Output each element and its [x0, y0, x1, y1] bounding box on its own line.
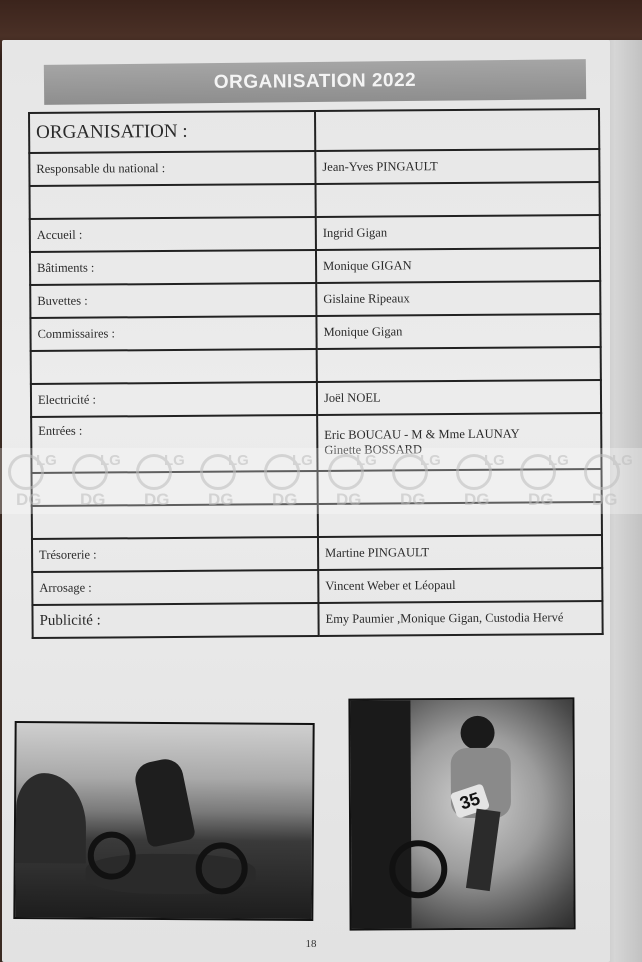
rider-legs [466, 809, 501, 891]
person-value: Ingrid Gigan [316, 215, 600, 250]
person-value: Martine PINGAULT [318, 535, 602, 570]
watermark-logo: LG DG [582, 452, 632, 510]
watermark-logo: LG DG [70, 452, 120, 510]
role-label: Publicité : [32, 603, 318, 638]
watermark-logo: LG DG [454, 452, 504, 510]
person-value: Jean-Yves PINGAULT [315, 149, 599, 184]
watermark-logo: LG DG [326, 452, 376, 510]
role-label: Trésorerie : [32, 537, 318, 572]
organisation-table [28, 108, 604, 639]
role-label: Accueil : [30, 217, 316, 252]
person-value [317, 347, 601, 382]
role-label [30, 184, 316, 219]
role-label: Buvettes : [30, 283, 316, 318]
table-row [32, 535, 602, 572]
watermark-logo: LG DG [262, 452, 312, 510]
person-value-line: Eric BOUCAU - M & Mme LAUNAY [324, 426, 520, 442]
table-row [32, 568, 602, 605]
table-header-empty [315, 109, 599, 151]
front-wheel [88, 831, 136, 879]
rear-wheel [195, 842, 247, 894]
person-value: Monique Gigan [316, 314, 600, 349]
person-value: Vincent Weber et Léopaul [318, 568, 602, 603]
watermark-logo: LG DG [390, 452, 440, 510]
tree-silhouette [16, 773, 87, 863]
role-label [31, 349, 317, 384]
motocross-photo-right [348, 697, 575, 930]
motocross-photo-left [13, 721, 314, 921]
role-label: Entrées : [31, 415, 317, 473]
table-row [31, 380, 601, 417]
bib-number: 35 [450, 783, 490, 818]
helmet [460, 716, 494, 750]
rider-silhouette [132, 756, 196, 848]
person-value: Gislaine Ripeaux [316, 281, 600, 316]
front-wheel [389, 840, 447, 898]
table-row [30, 281, 600, 318]
banner-title: ORGANISATION 2022 [213, 69, 417, 94]
person-value [316, 182, 600, 217]
tree-trunk [350, 700, 411, 928]
role-label: Electricité : [31, 382, 317, 417]
watermark-logo: LG DG [134, 452, 184, 510]
table-header-row [29, 109, 599, 153]
table-row [30, 215, 600, 252]
role-label: Commissaires : [30, 316, 316, 351]
table-row [30, 248, 600, 285]
page-banner [44, 59, 586, 105]
role-label: Responsable du national : [29, 151, 315, 186]
table-row [30, 182, 600, 219]
person-value: Monique GIGAN [316, 248, 600, 283]
role-label: Arrosage : [32, 570, 318, 605]
table-row [31, 347, 601, 384]
table-row [32, 601, 602, 638]
person-value: Joël NOEL [317, 380, 601, 415]
table-row [29, 149, 599, 186]
watermark-logo: LG DG [198, 452, 248, 510]
watermark-strip [0, 448, 642, 514]
page-number: 18 [305, 938, 317, 950]
table-row [30, 314, 600, 351]
watermark-logo: LG DG [518, 452, 568, 510]
watermark-logo: LG DG [6, 452, 56, 510]
person-value-line: Ginette BOSSARD [324, 442, 422, 457]
table-header: ORGANISATION : [29, 111, 315, 153]
person-value: Emy Paumier ,Monique Gigan, Custodia Hervé [318, 601, 602, 636]
role-label: Bâtiments : [30, 250, 316, 285]
